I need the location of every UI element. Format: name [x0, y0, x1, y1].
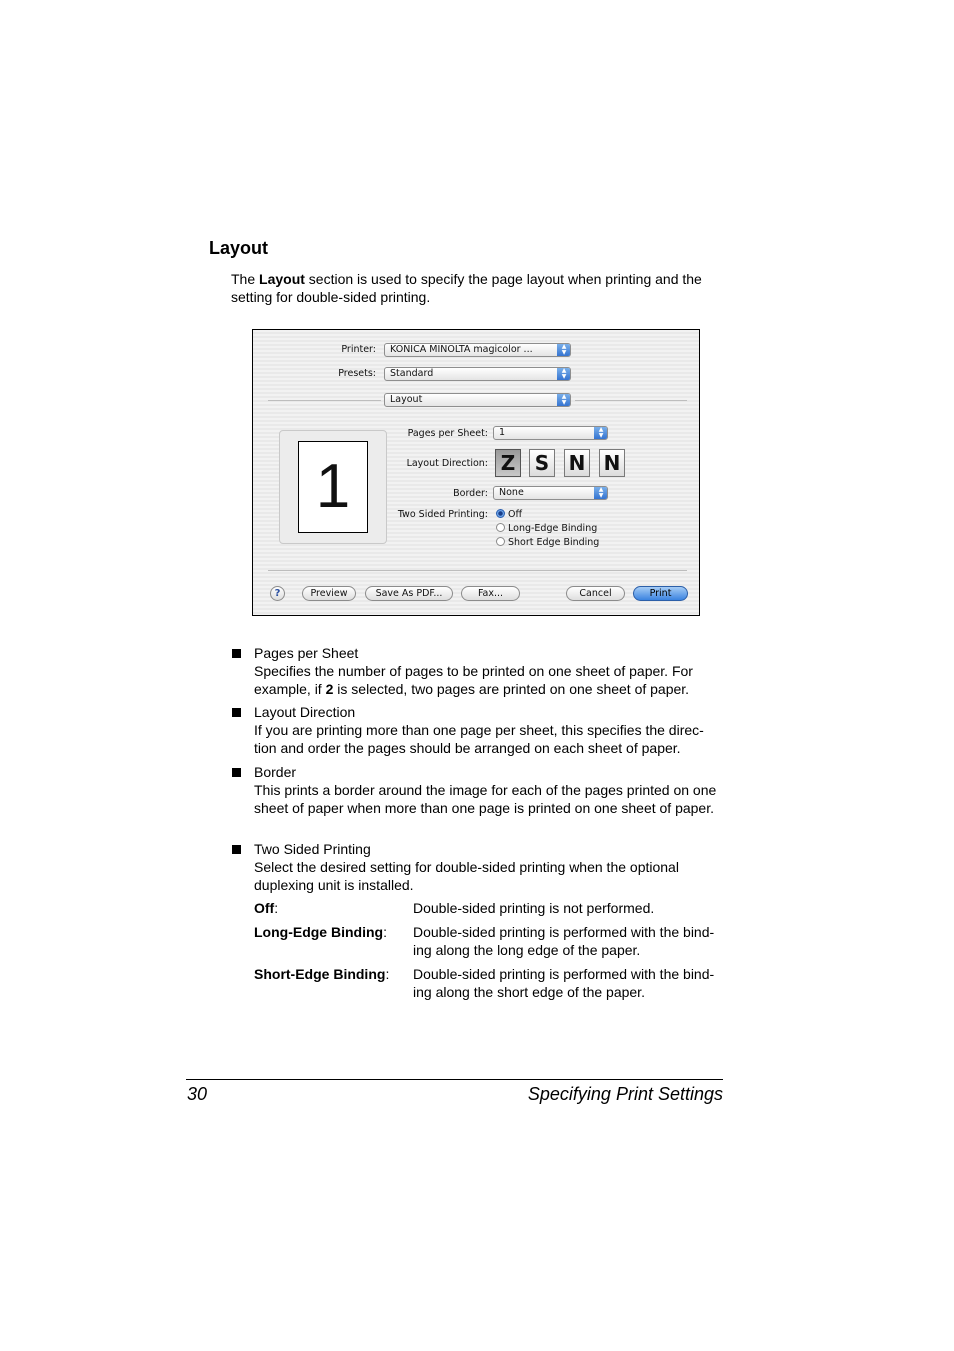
- printer-select[interactable]: KONICA MINOLTA magicolor ... ▲ ▼: [384, 343, 571, 357]
- definition-term: Off:: [254, 900, 279, 916]
- radio-icon: [496, 523, 505, 532]
- section-title: Layout: [209, 238, 269, 258]
- bullet-title: Two Sided Printing: [254, 841, 371, 857]
- definition-term: Short-Edge Binding:: [254, 966, 390, 982]
- definition-term: Long-Edge Binding:: [254, 924, 387, 940]
- bullet-description: This prints a border around the image for each of the pages printed on one sheet of paper when more than one page is printed on one sheet of paper.: [254, 782, 717, 816]
- bullet-description: Select the desired setting for double-sided printing when the optional duplexing unit is installed.: [254, 859, 679, 893]
- direction-z-icon[interactable]: Z: [495, 449, 521, 477]
- popup-arrows-icon: ▲ ▼: [557, 343, 571, 357]
- printer-label: Printer:: [341, 344, 376, 355]
- square-bullet-icon: [232, 649, 241, 658]
- two-sided-label: Two Sided Printing:: [397, 509, 488, 520]
- footer-rule: [186, 1079, 723, 1080]
- preview-button[interactable]: Preview: [302, 586, 356, 601]
- print-button[interactable]: Print: [633, 586, 688, 601]
- help-button[interactable]: ?: [270, 586, 285, 601]
- presets-select[interactable]: Standard ▲ ▼: [384, 367, 571, 381]
- presets-label: Presets:: [338, 368, 376, 379]
- panel-select[interactable]: Layout ▲ ▼: [384, 393, 571, 407]
- radio-icon: [496, 537, 505, 546]
- square-bullet-icon: [232, 768, 241, 777]
- pages-per-sheet-select[interactable]: 1 ▲ ▼: [493, 426, 608, 440]
- print-dialog-screenshot: [252, 329, 700, 616]
- bullet-title: Pages per Sheet: [254, 645, 359, 661]
- bullet-description: If you are printing more than one page per sheet, this specifies the direc-tion and order the pages should be arranged on each sheet of paper.: [254, 722, 704, 756]
- definition-description: Double-sided printing is performed with the bind-ing along the long edge of the paper.: [413, 924, 715, 958]
- direction-s-icon[interactable]: S: [529, 449, 555, 477]
- save-pdf-button[interactable]: Save As PDF...: [365, 586, 453, 601]
- divider: [575, 400, 687, 401]
- pages-per-sheet-label: Pages per Sheet:: [407, 428, 488, 439]
- popup-arrows-icon: ▲ ▼: [557, 367, 571, 381]
- fax-button[interactable]: Fax...: [461, 586, 520, 601]
- radio-long-edge[interactable]: Long-Edge Binding: [496, 523, 597, 535]
- square-bullet-icon: [232, 845, 241, 854]
- direction-n-icon[interactable]: N: [564, 449, 590, 477]
- border-select[interactable]: None ▲ ▼: [493, 486, 608, 500]
- radio-off[interactable]: Off: [496, 509, 522, 521]
- footer-title: Specifying Print Settings: [527, 1084, 723, 1104]
- bullet-description: Specifies the number of pages to be printed on one sheet of paper. For example, if 2 is selected, two pages are printed on one sheet of paper.: [254, 663, 693, 697]
- page-number: 30: [187, 1084, 208, 1104]
- intro-bold-term: Layout: [259, 271, 305, 287]
- definition-description: Double-sided printing is not performed.: [413, 900, 655, 916]
- cancel-button[interactable]: Cancel: [566, 586, 625, 601]
- divider: [268, 400, 381, 401]
- layout-preview-page: 1: [298, 441, 368, 533]
- popup-arrows-icon: ▲ ▼: [594, 426, 608, 440]
- square-bullet-icon: [232, 708, 241, 717]
- radio-selected-icon: [496, 509, 505, 518]
- direction-reverse-n-icon[interactable]: N: [599, 449, 625, 477]
- divider: [268, 570, 687, 571]
- radio-short-edge[interactable]: Short Edge Binding: [496, 537, 599, 549]
- definition-description: Double-sided printing is performed with the bind-ing along the short edge of the paper.: [413, 966, 715, 1000]
- bullet-title: Border: [254, 764, 297, 780]
- layout-direction-label: Layout Direction:: [406, 458, 488, 469]
- border-label: Border:: [453, 488, 488, 499]
- popup-arrows-icon: ▲ ▼: [557, 393, 571, 407]
- intro-paragraph: The Layout section is used to specify the page layout when printing and the setting for double-sided printing.: [231, 271, 702, 305]
- bullet-title: Layout Direction: [254, 704, 356, 720]
- popup-arrows-icon: ▲ ▼: [594, 486, 608, 500]
